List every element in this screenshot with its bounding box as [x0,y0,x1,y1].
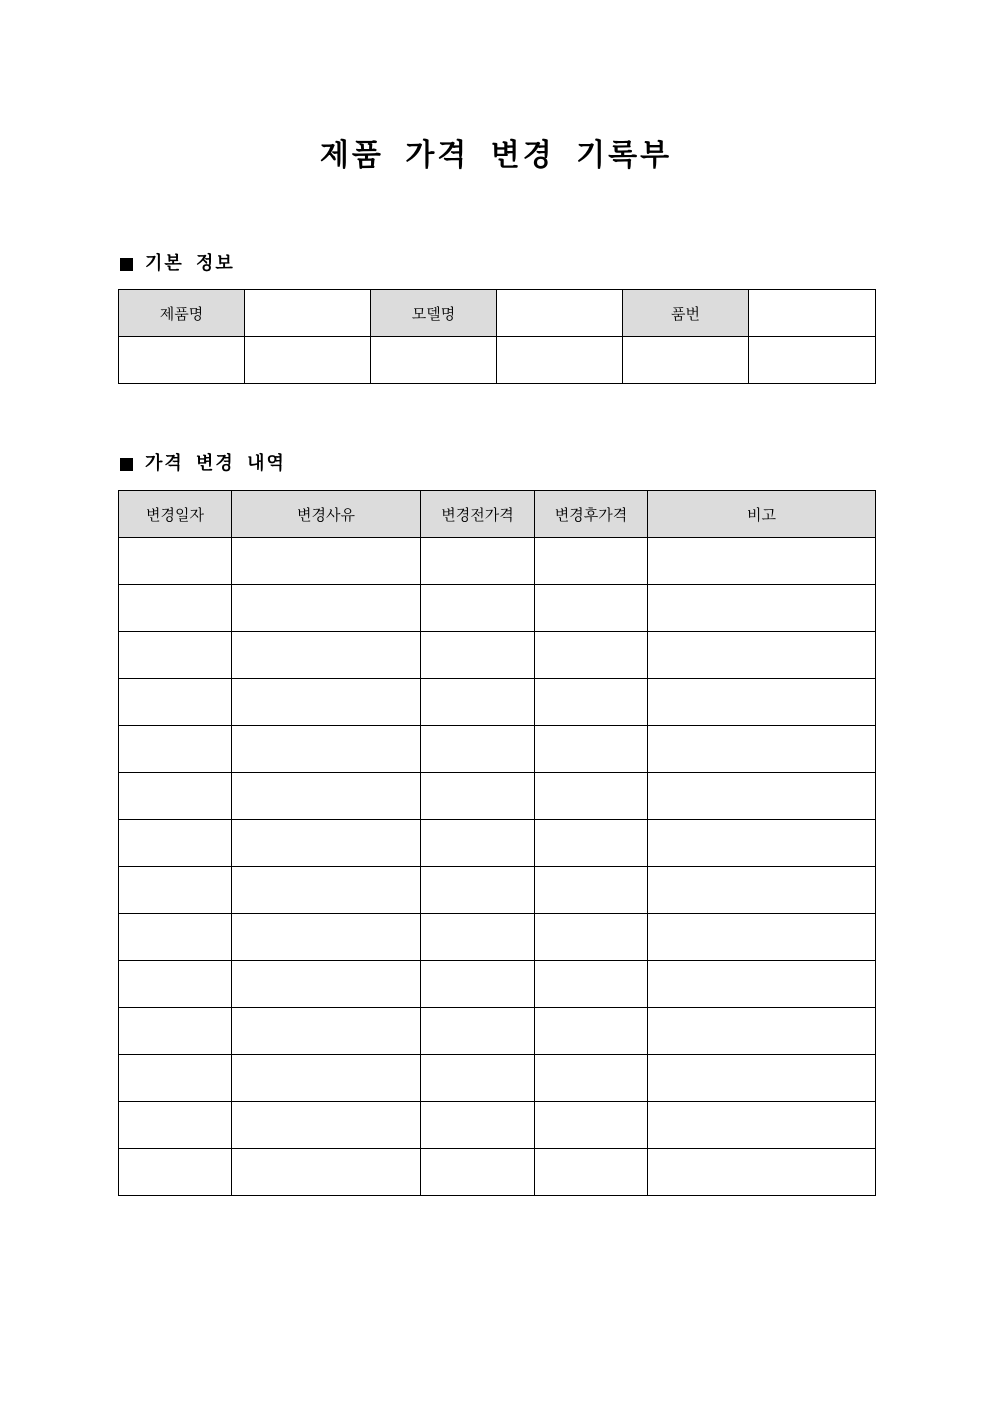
product-name-field[interactable] [245,290,371,337]
table-row [119,726,876,773]
price-after-cell[interactable] [535,1055,648,1102]
remarks-cell[interactable] [648,1055,876,1102]
change-date-cell[interactable] [119,585,232,632]
price-after-cell[interactable] [535,914,648,961]
table-row [119,773,876,820]
change-reason-cell[interactable] [232,538,421,585]
basic-info-cell[interactable] [119,337,245,384]
price-before-cell[interactable] [421,867,535,914]
price-after-cell[interactable] [535,867,648,914]
table-row [119,679,876,726]
basic-info-cell[interactable] [749,337,876,384]
basic-info-cell[interactable] [497,337,623,384]
price-before-cell[interactable] [421,961,535,1008]
price-before-cell[interactable] [421,1149,535,1196]
price-after-cell[interactable] [535,679,648,726]
remarks-cell[interactable] [648,1008,876,1055]
price-history-table [118,490,876,1196]
column-header-price-after: 변경후가격 [535,491,648,538]
change-reason-cell[interactable] [232,773,421,820]
price-before-cell[interactable] [421,1055,535,1102]
remarks-cell[interactable] [648,726,876,773]
price-after-cell[interactable] [535,585,648,632]
document-title: 제품 가격 변경 기록부 [319,138,673,173]
price-after-cell[interactable] [535,961,648,1008]
table-row [119,1149,876,1196]
remarks-cell[interactable] [648,585,876,632]
table-row [119,632,876,679]
change-reason-cell[interactable] [232,1149,421,1196]
remarks-cell[interactable] [648,820,876,867]
change-date-cell[interactable] [119,1102,232,1149]
basic-info-cell[interactable] [245,337,371,384]
price-after-cell[interactable] [535,632,648,679]
change-date-cell[interactable] [119,1055,232,1102]
change-reason-cell[interactable] [232,1102,421,1149]
price-after-cell[interactable] [535,538,648,585]
price-before-cell[interactable] [421,820,535,867]
price-after-cell[interactable] [535,1102,648,1149]
part-number-label: 품번 [623,290,749,337]
price-after-cell[interactable] [535,1008,648,1055]
remarks-cell[interactable] [648,867,876,914]
table-row [119,867,876,914]
basic-info-cell[interactable] [371,337,497,384]
product-name-label: 제품명 [119,290,245,337]
price-before-cell[interactable] [421,585,535,632]
change-reason-cell[interactable] [232,726,421,773]
price-after-cell[interactable] [535,773,648,820]
basic-info-heading [118,252,235,276]
price-before-cell[interactable] [421,1102,535,1149]
change-reason-cell[interactable] [232,867,421,914]
price-before-cell[interactable] [421,773,535,820]
change-reason-cell[interactable] [232,679,421,726]
basic-info-table [118,289,876,384]
price-after-cell[interactable] [535,726,648,773]
table-row [119,914,876,961]
price-before-cell[interactable] [421,538,535,585]
basic-info-heading-text: 기본 정보 [145,253,235,274]
price-before-cell[interactable] [421,632,535,679]
change-reason-cell[interactable] [232,632,421,679]
price-before-cell[interactable] [421,726,535,773]
price-after-cell[interactable] [535,820,648,867]
change-reason-cell[interactable] [232,585,421,632]
model-name-field[interactable] [497,290,623,337]
remarks-cell[interactable] [648,1102,876,1149]
change-date-cell[interactable] [119,726,232,773]
history-table-body [119,538,876,1196]
history-header-row [119,491,876,538]
table-row [119,820,876,867]
price-before-cell[interactable] [421,1008,535,1055]
basic-info-row [119,290,876,337]
change-date-cell[interactable] [119,632,232,679]
bullet-square-icon [120,258,133,271]
change-date-cell[interactable] [119,820,232,867]
change-date-cell[interactable] [119,773,232,820]
remarks-cell[interactable] [648,961,876,1008]
basic-info-row [119,337,876,384]
table-row [119,1008,876,1055]
remarks-cell[interactable] [648,538,876,585]
remarks-cell[interactable] [648,679,876,726]
change-date-cell[interactable] [119,914,232,961]
bullet-square-icon [120,458,133,471]
change-date-cell[interactable] [119,1008,232,1055]
price-history-heading [118,452,286,476]
table-row [119,585,876,632]
change-reason-cell[interactable] [232,820,421,867]
remarks-cell[interactable] [648,914,876,961]
price-after-cell[interactable] [535,1149,648,1196]
table-row [119,1055,876,1102]
column-header-remarks: 비고 [648,491,876,538]
column-header-change-reason: 변경사유 [232,491,421,538]
remarks-cell[interactable] [648,773,876,820]
column-header-change-date: 변경일자 [119,491,232,538]
table-row [119,1102,876,1149]
change-reason-cell[interactable] [232,961,421,1008]
price-history-heading-text: 가격 변경 내역 [145,453,286,474]
change-reason-cell[interactable] [232,914,421,961]
basic-info-cell[interactable] [623,337,749,384]
change-date-cell[interactable] [119,1149,232,1196]
change-date-cell[interactable] [119,538,232,585]
change-reason-cell[interactable] [232,1008,421,1055]
table-row [119,961,876,1008]
remarks-cell[interactable] [648,1149,876,1196]
change-reason-cell[interactable] [232,1055,421,1102]
column-header-price-before: 변경전가격 [421,491,535,538]
model-name-label: 모델명 [371,290,497,337]
remarks-cell[interactable] [648,632,876,679]
change-date-cell[interactable] [119,679,232,726]
price-before-cell[interactable] [421,679,535,726]
price-before-cell[interactable] [421,914,535,961]
part-number-field[interactable] [749,290,876,337]
table-row [119,538,876,585]
change-date-cell[interactable] [119,867,232,914]
change-date-cell[interactable] [119,961,232,1008]
